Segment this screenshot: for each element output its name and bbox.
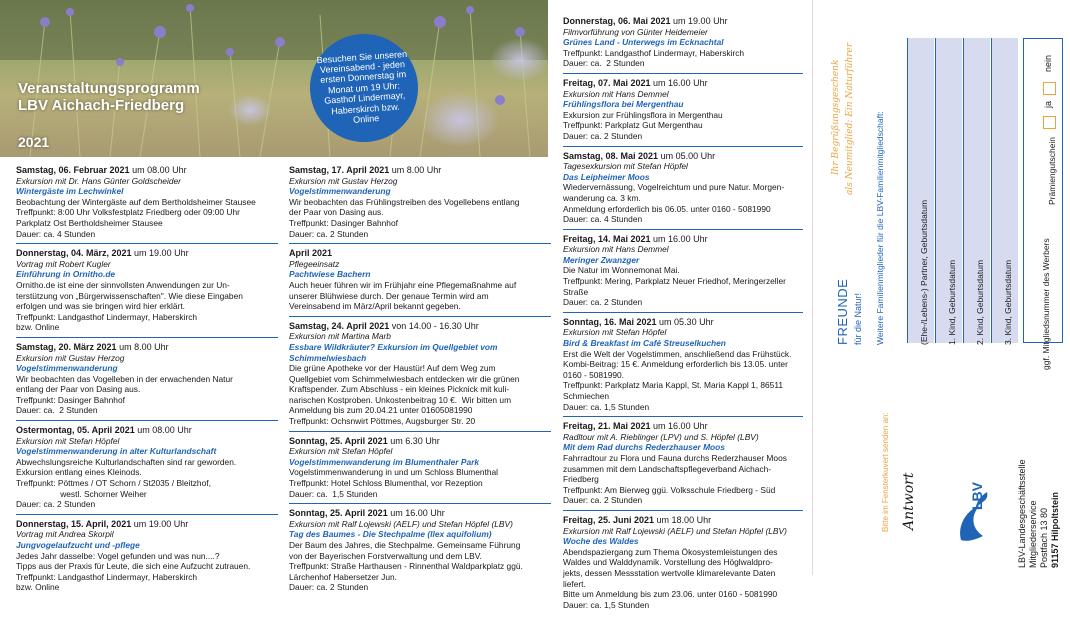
event-title: Mit dem Rad durchs Rederzhauser Moos <box>563 442 725 453</box>
event-date <box>16 519 278 530</box>
event-entry <box>16 342 278 421</box>
event-time: um 08.00 Uhr <box>129 165 187 175</box>
event-title: Vogelstimmenwanderung <box>289 186 391 197</box>
freunde-subheading: für die Natur! <box>853 292 863 345</box>
event-date <box>563 16 803 27</box>
event-leader: Exkursion mit Stefan Höpfel <box>289 446 393 457</box>
event-time: um 08.00 Uhr <box>134 425 192 436</box>
meadow-flowers-illustration <box>0 0 548 157</box>
ja-label: ja <box>1043 100 1053 108</box>
field-kind3-label: 3. Kind, Geburtsdatum <box>1003 259 1013 345</box>
event-title: Einführung in Ornitho.de <box>16 269 116 280</box>
event-leader: Exkursion mit Gustav Herzog <box>289 175 398 186</box>
event-time: um 8.00 Uhr <box>389 165 442 175</box>
event-title: Vogelstimmenwanderung in alter Kulturlandschaft <box>16 446 217 457</box>
event-time: von 14.00 - 16.30 Uhr <box>389 320 479 331</box>
event-entry <box>289 165 551 244</box>
sender-label: Bitte im Fensterkuvert senden an: <box>881 412 890 532</box>
event-date-text: Donnerstag, 06. Mai 2021 <box>563 16 671 26</box>
event-date <box>563 421 803 432</box>
event-date <box>563 151 803 162</box>
event-date-text: Samstag, 06. Februar 2021 <box>16 165 130 175</box>
event-time: um 6.30 Uhr <box>387 435 440 446</box>
event-title: Woche des Waldes <box>563 536 639 547</box>
event-date-text: Sonntag, 25. April 2021 <box>289 435 388 446</box>
nein-label: nein <box>1043 54 1053 72</box>
event-entry <box>16 425 278 515</box>
event-date <box>289 321 551 332</box>
address-line-1: LBV-Landesgeschäftsstelle <box>1017 459 1027 568</box>
event-date-text: Donnerstag, 15. April, 2021 <box>16 518 132 529</box>
event-leader: Exkursion mit Stefan Höpfel <box>563 327 667 338</box>
event-entry <box>16 165 278 244</box>
event-description: Beobachtung der Wintergäste auf dem Bertholdsheimer Stausee Treffpunkt: 8:00 Uhr Volksfestplatz Friedberg oder 09:00 Uhr Parkplatz Ost Bertholdsheimer Stausee Dauer: ca. 4 Stunden <box>16 196 256 239</box>
event-leader: Vortrag mit Robert Kugler <box>16 258 111 269</box>
event-time: um 16.00 Uhr <box>650 233 708 244</box>
address-line-4: 91157 Hilpoltstein <box>1050 491 1060 568</box>
event-title: Grünes Land - Unterwegs im Ecknachtal <box>563 37 724 48</box>
event-date <box>563 234 803 245</box>
event-entry <box>16 519 278 597</box>
event-description: Jedes Jahr dasselbe: Vogel gefunden und was nun....? Tipps aus der Praxis für Leute, die sich eine Aufzucht zutrauen. Treffpunkt: Landgasthof Lindermayr, Haberskirch bzw. Online <box>16 550 251 593</box>
event-date-text: Samstag, 20. März 2021 <box>16 341 117 352</box>
event-leader: Pflegeeinsatz <box>289 258 340 269</box>
event-title: Meringer Zwanzger <box>563 254 640 265</box>
events-column-3 <box>563 16 803 618</box>
lbv-logo <box>953 470 993 550</box>
event-leader: Exkursion mit Hans Demmel <box>563 88 669 99</box>
event-date <box>16 165 278 176</box>
ggf-label: ggf. Mitgliedsnummer des Werbers <box>1041 238 1051 370</box>
event-leader: Exkursion mit Ralf Lojewski (AELF) und Stefan Höpfel (LBV) <box>563 525 787 536</box>
event-title: Essbare Wildkräuter? Exkursion im Quellgebiet vom Schimmelwiesbach <box>289 341 498 363</box>
event-description: Treffpunkt: Landgasthof Lindermayr, Haberskirch Dauer: ca. 2 Stunden <box>563 47 745 69</box>
event-date <box>16 248 278 259</box>
praemie-label: Prämiengutschein <box>1047 136 1057 205</box>
event-leader: Vortrag mit Andrea Skorpil <box>16 529 114 540</box>
event-title: Frühlingsflora bei Mergenthau <box>563 99 684 110</box>
program-title: Veranstaltungsprogramm <box>18 80 200 97</box>
event-leader: Exkursion mit Ralf Lojewski (AELF) und Stefan Höpfel (LBV) <box>289 518 513 529</box>
event-time: um 16.00 Uhr <box>650 77 708 88</box>
event-date-text: Sonntag, 25. April 2021 <box>289 508 388 519</box>
antwort-label: Antwort <box>901 472 917 530</box>
event-title: Pachtwiese Bachern <box>289 269 371 280</box>
event-time: um 05.30 Uhr <box>656 316 714 327</box>
event-title: Vogelstimmenwanderung <box>16 363 118 374</box>
event-time: um 19.00 Uhr <box>670 16 728 26</box>
event-leader: Exkursion mit Martina Marb <box>289 331 391 342</box>
lbv-logo-text: LBV <box>969 482 985 510</box>
event-description: Die Natur im Wonnemonat Mai. Treffpunkt: Mering, Parkplatz Neuer Friedhof, Meringerzeller Straße Dauer: ca. 2 Stunden <box>563 265 786 308</box>
event-entry <box>563 16 803 74</box>
event-date <box>16 342 278 353</box>
event-entry <box>563 515 803 614</box>
weitere-label: Weitere Familienmitglieder für die LBV-Familienmitgliedschaft: <box>875 111 885 345</box>
event-entry <box>289 508 551 597</box>
event-title: Vogelstimmenwanderung im Blumenthaler Park <box>289 456 480 467</box>
org-title: LBV Aichach-Friedberg <box>18 97 185 114</box>
event-date-text: Donnerstag, 04. März, 2021 <box>16 248 132 259</box>
year-label: 2021 <box>18 134 50 150</box>
event-date <box>289 436 551 447</box>
event-date-text: Sonntag, 16. Mai 2021 <box>563 316 657 327</box>
event-leader: Exkursion mit Stefan Höpfel <box>16 435 120 446</box>
event-title: Wintergäste im Lechwinkel <box>16 186 124 197</box>
event-description: Fahrradtour zu Flora und Fauna durchs Rederzhauser Moos zusammen mit dem Landschaftspflegeverband Aichach- Friedberg Treffpunkt: Am Bierweg ggü. Volksschule Friedberg - Süd Dauer: ca. 2 Stunden <box>563 452 787 506</box>
nein-checkbox[interactable] <box>1043 82 1056 95</box>
field-kind1-label: 1. Kind, Geburtsdatum <box>947 259 957 345</box>
event-entry <box>563 78 803 147</box>
event-description: Vogelstimmenwanderung in und um Schloss Blumenthal Treffpunkt: Hotel Schloss Blumenthal, vor Rezeption Dauer: ca. 1,5 Stunden <box>289 467 499 499</box>
address-line-3: Postfach 13 80 <box>1039 507 1049 568</box>
event-title: Das Leipheimer Moos <box>563 171 650 182</box>
event-date <box>289 248 551 259</box>
event-leader: Radltour mit A. Rieblinger (LPV) und S. Höpfel (LBV) <box>563 431 759 442</box>
event-date <box>563 515 803 526</box>
event-leader: Exkursion mit Hans Demmel <box>563 244 669 255</box>
event-description: Auch heuer führen wir im Frühjahr eine Pflegemaßnahme auf unserer Blühwiese durch. Der genaue Termin wird am Vereinsabend im März/April bekannt gegeben. <box>289 279 517 312</box>
event-date <box>563 317 803 328</box>
event-description: Abwechslungsreiche Kulturlandschaften sind rar geworden. Exkursion entlang eines Kleinods. Treffpunkt: Pöttmes / OT Schorn / St2035 / Bleitzhof, westl. Schorner Weiher Dauer: ca. 2 Stunden <box>16 456 237 510</box>
event-entry <box>563 317 803 417</box>
event-description: Erst die Welt der Vogelstimmen, anschließend das Frühstück. Kombi-Beitrag: 15 €. Anmeldung erforderlich bis 13.05. unter 0160 - 5081990. Treffpunkt: Parkplatz Maria Kappl, St. Maria Kappl 1, 86511 Schmiechen Dauer: ca. 1,5 Stunden <box>563 348 792 412</box>
event-entry <box>289 436 551 505</box>
event-time: um 18.00 Uhr <box>654 514 712 525</box>
ja-checkbox[interactable] <box>1043 116 1056 129</box>
event-time: um 19.00 Uhr <box>131 518 189 529</box>
event-description: Ornitho.de ist eine der sinnvollsten Anwendungen zur Un- terstützung von „Bürgerwissenschaften". Wie diese Eingaben erfolgen und was sie bringen wird hier erklärt. Treffpunkt: Landgasthof Lindermayr, Haberskirch bzw. Online <box>16 279 243 333</box>
event-entry <box>563 421 803 511</box>
event-date-text: Freitag, 07. Mai 2021 <box>563 77 651 88</box>
membership-form-panel <box>812 0 1070 575</box>
event-date <box>289 165 551 176</box>
event-date-text: Freitag, 21. Mai 2021 <box>563 421 651 432</box>
event-description: Der Baum des Jahres, die Stechpalme. Gemeinsame Führung von der Bayerischen Forstverwaltung und dem LBV. Treffpunkt: Straße Harthausen - Rinnenthal Waldparkplatz ggü. Lärchenhof Habersetzer Jun. Dauer: ca. 2 Stunden <box>289 540 523 593</box>
event-leader: Tagesexkursion mit Stefan Höpfel <box>563 161 688 172</box>
event-time: um 16.00 Uhr <box>650 421 708 432</box>
event-time: um 8.00 Uhr <box>116 341 169 352</box>
event-title: Bird & Breakfast im Café Streuselkuchen <box>563 338 726 349</box>
gift-text-1: Ihr Begrüßungsgeschenk <box>831 59 841 175</box>
event-description: Die grüne Apotheke vor der Haustür! Auf dem Weg zum Quellgebiet vom Schimmelwiesbach entdecken wir die grünen Kraftspender. Zum Abschluss - ein kleines Picknick mit kuli- narischen Kostproben. Unkostenbeitrag 10 €. Wir bitten um Anmeldung bis zum 20.04.21 unter 01605081990 Treffpunkt: Ochsnwirt Pöttmes, Augsburger Str. 20 <box>289 363 520 427</box>
event-description: Wir beobachten das Vogelleben in der erwachenden Natur entlang der Paar von Dasing aus. Treffpunkt: Dasinger Bahnhof Dauer: ca. 2 Stunden <box>16 373 233 416</box>
event-entry <box>289 321 551 432</box>
event-description: Exkursion zur Frühlingsflora in Mergenthau Treffpunkt: Parkplatz Gut Mergenthau Dauer: ca. 2 Stunden <box>563 109 723 141</box>
event-time: um 19.00 Uhr <box>131 248 189 259</box>
event-date <box>16 425 278 436</box>
event-date <box>563 78 803 89</box>
gift-text-2: als Neumitglied: Ein Naturführer <box>845 42 855 195</box>
event-date-text: Ostermontag, 05. April 2021 <box>16 425 135 436</box>
event-description: Wiedervernässung, Vogelreichtum und pure Natur. Morgen- wanderung ca. 3 km. Anmeldung erforderlich bis 06.05. unter 0160 - 5081990 Dauer: ca. 4 Stunden <box>563 182 785 225</box>
event-date-text: Freitag, 14. Mai 2021 <box>563 233 651 244</box>
event-date-text: Samstag, 17. April 2021 <box>289 165 390 175</box>
event-date-text: Freitag, 25. Juni 2021 <box>563 514 655 525</box>
event-date-text: April 2021 <box>289 248 333 259</box>
field-partner-label: (Ehe-/Lebens-) Partner, Geburtsdatum <box>919 199 929 345</box>
event-entry <box>563 151 803 230</box>
event-entry <box>16 248 278 338</box>
address-line-2: Mitgliederservice <box>1028 500 1038 568</box>
event-leader: Exkursion mit Gustav Herzog <box>16 352 125 363</box>
event-leader: Exkursion mit Dr. Hans Günter Goldscheider <box>16 175 181 186</box>
events-column-2 <box>289 165 551 601</box>
event-date <box>289 508 551 519</box>
event-title: Jungvogelaufzucht und -pflege <box>16 540 140 550</box>
event-time: um 16.00 Uhr <box>387 508 445 519</box>
event-leader: Filmvorführung von Günter Heidemeier <box>563 26 708 37</box>
event-time: um 05.00 Uhr <box>658 150 716 161</box>
field-kind2-label: 2. Kind, Geburtsdatum <box>975 259 985 345</box>
event-entry <box>563 234 803 313</box>
badge-text: Besuchen Sie unseren Vereinsabend - jeden ersten Donnerstag im Monat um 19 Uhr: Gasthof Lindermayr, Haberskirch bzw. Online <box>316 48 408 125</box>
event-date-text: Samstag, 24. April 2021 <box>289 320 390 331</box>
event-entry <box>289 248 551 317</box>
hero-image <box>0 0 548 157</box>
event-description: Wir beobachten das Frühlingstreiben des Vogellebens entlang der Paar von Dasing aus. Treffpunkt: Dasinger Bahnhof Dauer: ca. 2 Stunden <box>289 196 520 239</box>
freunde-heading: FREUNDE <box>835 278 850 345</box>
events-column-1 <box>16 165 278 601</box>
event-title: Tag des Baumes - Die Stechpalme (Ilex aquifolium) <box>289 529 492 540</box>
event-date-text: Samstag, 08. Mai 2021 <box>563 150 659 161</box>
event-description: Abendspaziergang zum Thema Ökosystemleistungen des Waldes und Walddynamik. Vorstellung des Höglwaldpro- jekts, dessen Messstation wertvolle klimarelevante Daten liefert. Bitte um Anmeldung bis zum 23.06. unter 0160 - 5081990 Dauer: ca. 1,5 Stunden <box>563 546 778 610</box>
